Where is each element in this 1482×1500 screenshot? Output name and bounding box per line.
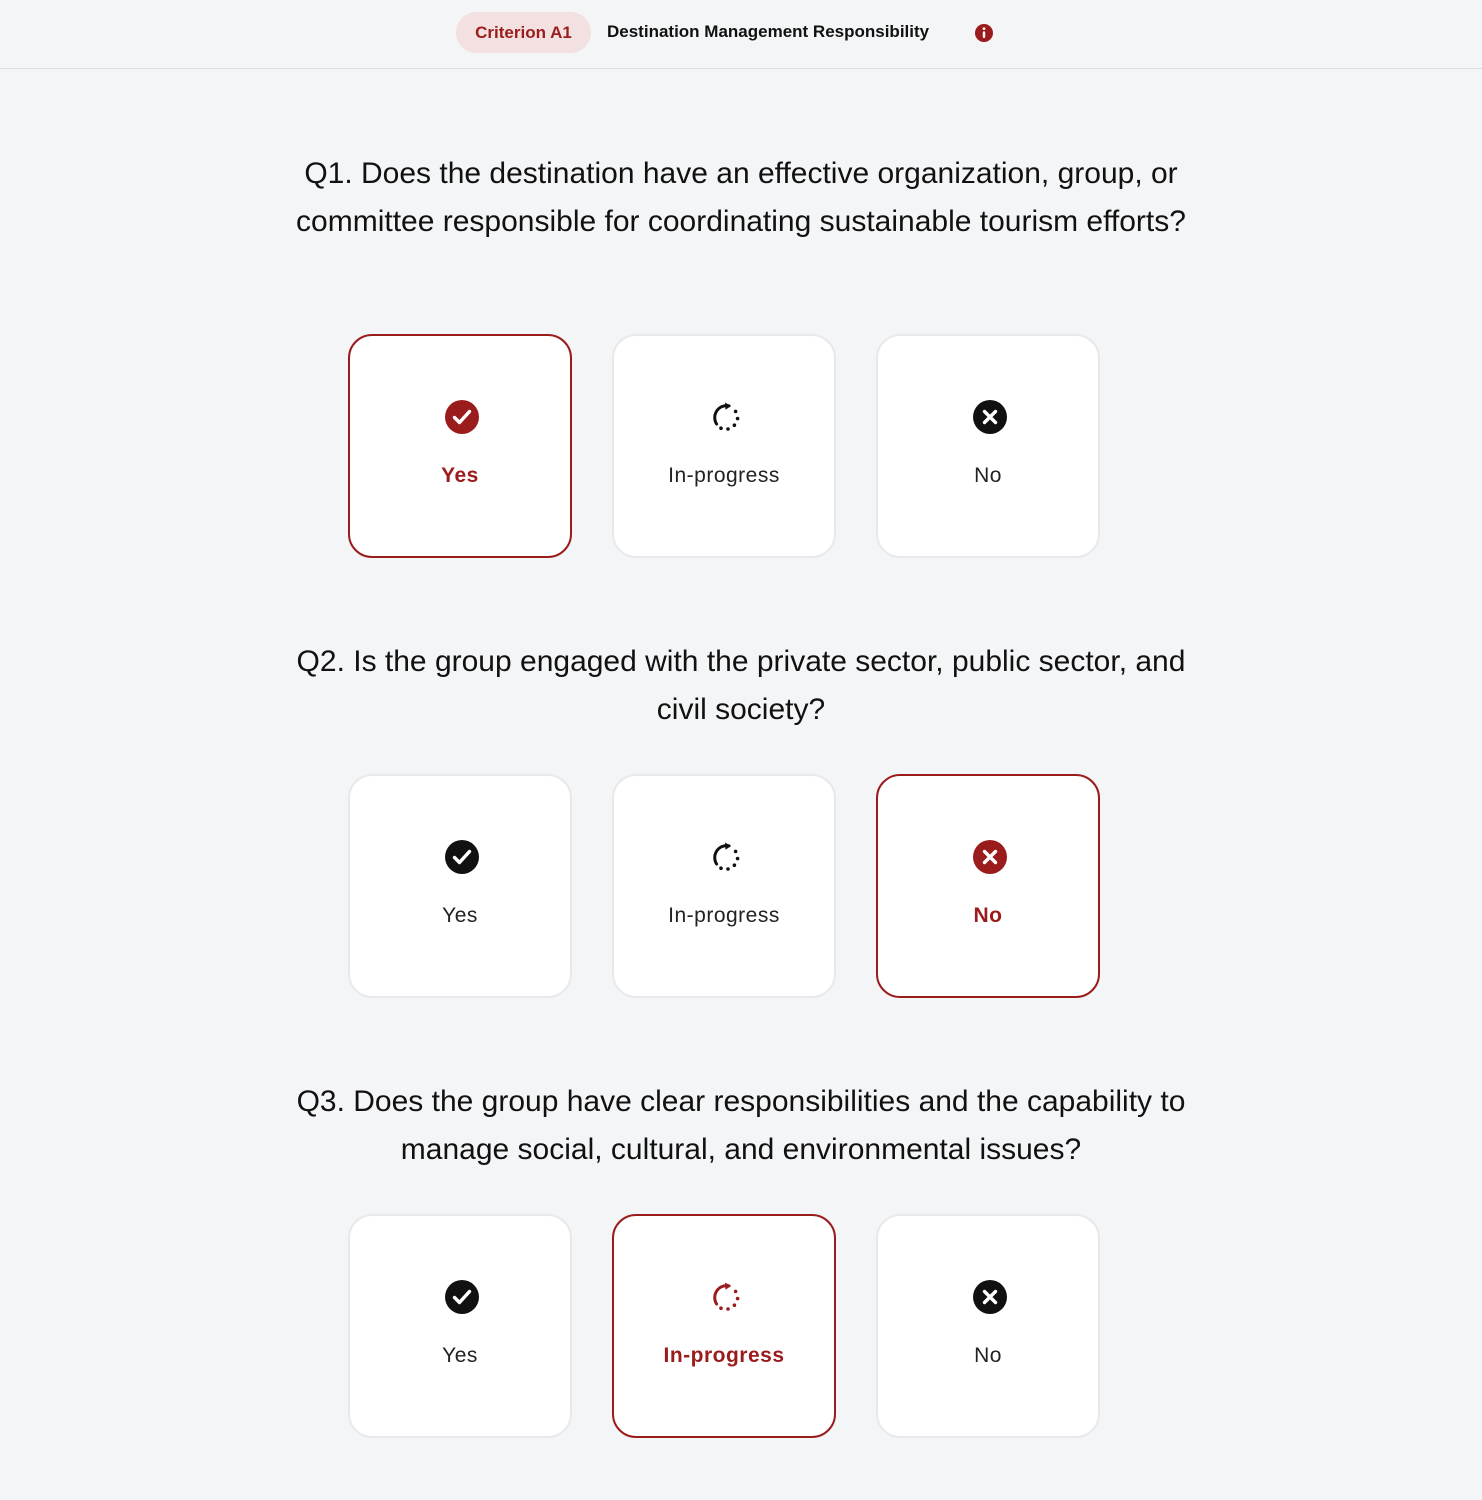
x-circle-icon — [972, 1279, 1008, 1315]
check-circle-icon — [444, 399, 480, 435]
q2-option-yes-label: Yes — [442, 904, 478, 927]
q2-option-in-progress-label: In-progress — [668, 904, 780, 927]
criterion-badge: Criterion A1 — [456, 12, 591, 53]
check-circle-icon — [444, 839, 480, 875]
q1-option-in-progress-label: In-progress — [668, 464, 780, 487]
x-circle-icon — [972, 399, 1008, 435]
q2-option-yes[interactable] — [348, 774, 572, 998]
q3-option-in-progress[interactable] — [612, 1214, 836, 1438]
criterion-header — [0, 0, 1482, 69]
q1-option-yes[interactable] — [348, 334, 572, 558]
q1-option-yes-label: Yes — [441, 464, 479, 487]
question-3 — [241, 1078, 1241, 1174]
x-circle-icon — [972, 839, 1008, 875]
q2-option-in-progress[interactable] — [612, 774, 836, 998]
q2-option-no-label: No — [973, 904, 1003, 927]
q3-option-no-label: No — [974, 1344, 1002, 1367]
question-2-text: Q2. Is the group engaged with the private sector, public sector, and civil society? — [296, 645, 1186, 726]
q3-option-yes[interactable] — [348, 1214, 572, 1438]
criterion-title: Destination Management Responsibility — [607, 22, 930, 41]
q2-option-no[interactable] — [876, 774, 1100, 998]
progress-icon — [708, 399, 744, 435]
question-2 — [241, 638, 1241, 734]
q3-option-no[interactable] — [876, 1214, 1100, 1438]
q3-option-in-progress-label: In-progress — [663, 1344, 785, 1367]
progress-icon — [708, 839, 744, 875]
q1-option-in-progress[interactable] — [612, 334, 836, 558]
info-icon[interactable] — [974, 23, 994, 43]
q1-option-no-label: No — [974, 464, 1002, 487]
q1-option-no[interactable] — [876, 334, 1100, 558]
question-1-text: Q1. Does the destination have an effective organization, group, or committee responsible for coordinating sustainable tourism efforts? — [296, 157, 1186, 238]
question-3-text: Q3. Does the group have clear responsibilities and the capability to manage social, cultural, and environmental issues? — [296, 1085, 1186, 1166]
q3-option-yes-label: Yes — [442, 1344, 478, 1367]
check-circle-icon — [444, 1279, 480, 1315]
question-1 — [241, 150, 1241, 246]
progress-icon — [708, 1279, 744, 1315]
